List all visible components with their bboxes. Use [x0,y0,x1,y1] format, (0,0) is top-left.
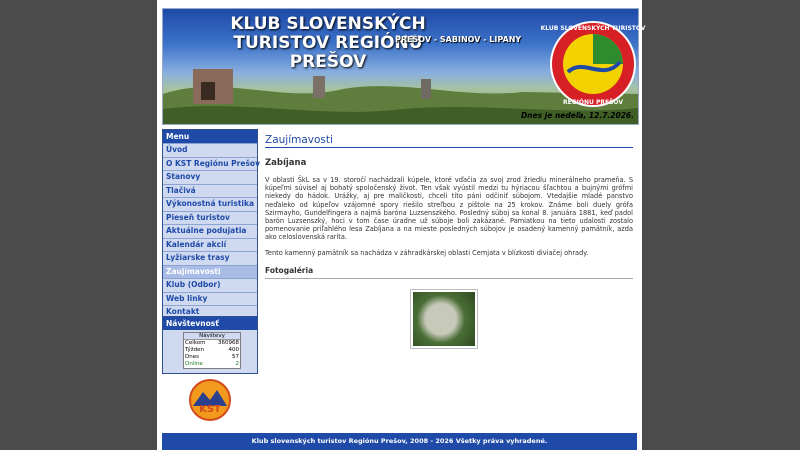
article-title: Zabíjana [265,158,307,168]
visits-title: Návštevnosť [163,317,257,330]
menu-item-aktualne[interactable]: Aktuálne podujatia [163,225,257,239]
page-container [157,0,646,450]
menu-item-web-linky[interactable]: Web linky [163,293,257,307]
counter-label: Týžden [185,347,205,353]
kst-logo-text: KST [199,404,221,415]
gallery-title: Fotogaléria [265,266,633,279]
menu-item-klub[interactable]: Klub (Odbor) [163,279,257,293]
counter-row [184,361,240,368]
current-date: Dnes je nedeľa, 12.7.2026. [520,111,634,120]
counter-label: Dnes [185,354,199,360]
counter-header: Návštevy [184,333,240,340]
counter-value: 2 [235,361,239,367]
menu-item-stanovy[interactable]: Stanovy [163,171,257,185]
menu-item-piesen[interactable]: Pieseň turistov [163,212,257,226]
site-footer: Klub slovenských turistov Regiónu Prešov, 2008 - 2026 Všetky práva vyhradené. [162,433,637,450]
page-title: Zaujímavosti [265,134,633,148]
menu-item-kontakt[interactable]: Kontakt [163,306,257,320]
main-menu [162,129,258,321]
menu-title: Menu [163,130,257,144]
club-logo [540,12,646,117]
gallery-thumbnail[interactable] [410,289,478,349]
logo-text-top: KLUB SLOVENSKÝCH TURISTOV [540,25,646,32]
counter-row [184,340,240,347]
site-banner [162,8,646,125]
article-paragraph: Tento kamenný pamätník sa nachádza v záhradkárskej oblasti Cemjata v blízkosti diviačej ohrady. [265,248,589,257]
counter-value: 360968 [218,340,239,346]
visit-counter [183,332,241,369]
counter-label: Celkom [185,340,206,346]
monument-photo [413,292,475,346]
site-title: KLUB SLOVENSKÝCH TURISTOV REGIÓNU PREŠOV [230,14,426,72]
menu-item-uvod[interactable]: Úvod [163,144,257,158]
visits-box [162,316,258,374]
counter-value: 57 [232,354,239,360]
logo-text-bottom: REGIÓNU PREŠOV [563,99,623,106]
main-content [265,134,633,279]
menu-item-vykonostna[interactable]: Výkonostná turistika [163,198,257,212]
menu-item-zaujimavosti[interactable]: Zaujímavosti [163,266,257,280]
kst-logo[interactable] [185,378,235,423]
counter-row [184,354,240,361]
counter-row [184,347,240,354]
article-paragraph: V oblasti ŠkL sa v 19. storočí nachádzali kúpele, ktoré vďačia za svoj zrod žriedlu minerálneho prameňa. S kúpeľmi súvisel aj bohatý spoločenský život. Ten však vyústil medzi tu hýriacou šľachtou a bujnými grófmi niekedy do hádok. Urážky, aj pre maličkosti, chceli títo páni odčiniť súbojom. Vtedajšie mladé panstvo neďaleko od kúpeľov vzájomné spory riešilo streľbou z pištole na 25 krokov. Známe boli duely grófa Szirmayho, Gundelfingera a najmä baróna Luzsenszkého. Posledný súboj sa konal 8. januára 1881, keď padol barón Luzsenszký, hoci v tom čase úradne už súboje boli zakázané. Pamiatkou na tieto udalosti zostalo pomenovanie priľahlého lesa Zabíjana a na mieste posledných súbojov je osadený kamenný pamätník, azda ako celoslovenská rarita. [265,176,633,242]
site-subtitle: PREŠOV - SABINOV - LIPANY [395,35,522,44]
menu-item-lyziarske[interactable]: Lyžiarske trasy [163,252,257,266]
counter-value: 400 [228,347,239,353]
menu-item-tlaciva[interactable]: Tlačivá [163,185,257,199]
menu-item-kalendar[interactable]: Kalendár akcií [163,239,257,253]
counter-label: Online [185,361,203,367]
menu-item-o-kst[interactable]: O KST Regiónu Prešov [163,158,257,172]
